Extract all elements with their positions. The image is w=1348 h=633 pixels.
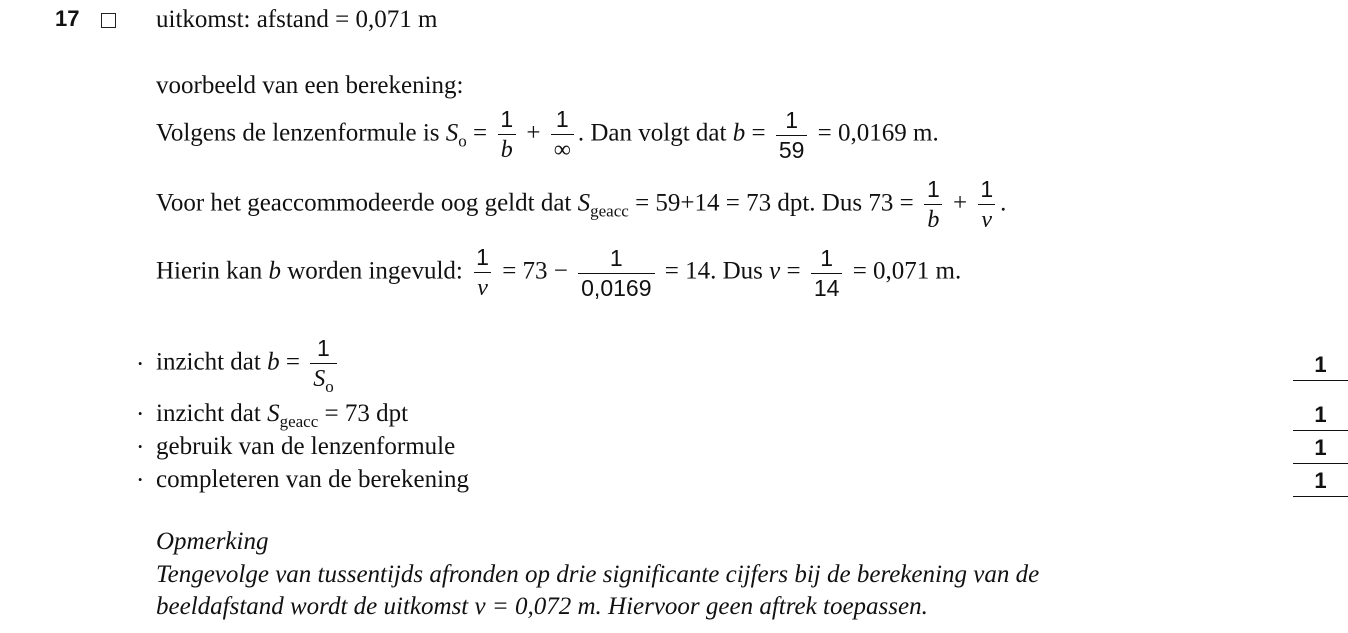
fraction xyxy=(497,108,516,162)
fraction xyxy=(811,244,843,301)
denominator: ∞ xyxy=(551,134,574,162)
checkbox[interactable] xyxy=(101,13,116,28)
denominator: b xyxy=(924,204,942,232)
numerator: 1 xyxy=(476,244,489,270)
bullet: · xyxy=(136,467,145,494)
fraction xyxy=(473,246,492,300)
score-points: 1 xyxy=(1293,402,1348,431)
text: = 59+14 = 73 dpt. Dus 73 = xyxy=(628,189,920,217)
question-number: 17 xyxy=(55,6,80,31)
text: = xyxy=(279,348,307,376)
score-points: 1 xyxy=(1293,435,1348,464)
numerator: 1 xyxy=(609,244,623,271)
bullet: · xyxy=(136,434,145,461)
subscript: geacc xyxy=(279,412,319,431)
denominator xyxy=(310,363,337,396)
denominator: 59 xyxy=(776,135,808,162)
text: = 0,0169 m. xyxy=(811,119,939,147)
symbol-b: b xyxy=(732,119,746,147)
remark-line-2: beeldafstand wordt de uitkomst v = 0,072 m. Hiervoor geen aftrek toepassen. xyxy=(156,593,928,620)
calc-line-2 xyxy=(156,178,1006,232)
subscript: geacc xyxy=(590,201,629,221)
scoring-item-3: gebruik van de lenzenformule xyxy=(156,433,456,460)
scoring-item-1 xyxy=(156,335,341,396)
scoring-item-2 xyxy=(156,400,409,431)
symbol-S: S xyxy=(445,119,459,147)
scoring-item-4: completeren van de berekening xyxy=(156,466,470,493)
fraction xyxy=(977,178,996,232)
text: Voor het geaccommodeerde oog geldt dat xyxy=(156,189,578,217)
text: Hierin kan xyxy=(156,257,269,285)
score-points: 1 xyxy=(1293,352,1348,381)
numerator: 1 xyxy=(926,176,940,202)
text: . xyxy=(1000,189,1007,217)
subscript: o xyxy=(458,131,467,151)
answer-outcome: uitkomst: afstand = 0,071 m xyxy=(156,6,438,33)
denominator: 14 xyxy=(811,273,843,300)
denominator: v xyxy=(474,272,491,300)
symbol-b: b xyxy=(268,257,281,285)
numerator: 1 xyxy=(500,106,514,132)
remark-line-1: Tengevolge van tussentijds afronden op drie significante cijfers bij de berekening van de xyxy=(156,561,1040,588)
fraction xyxy=(310,335,337,396)
text: inzicht dat xyxy=(156,400,268,427)
bullet: · xyxy=(136,401,145,428)
numerator: 1 xyxy=(820,244,834,271)
numerator: 1 xyxy=(785,106,799,133)
text: worden ingevuld: xyxy=(280,257,470,285)
symbol-b: b xyxy=(267,348,280,376)
text: = 73 dpt xyxy=(318,400,409,427)
denominator: 0,0169 xyxy=(578,273,654,300)
text: . Dan volgt dat xyxy=(577,119,733,147)
denominator: b xyxy=(498,134,516,162)
fraction xyxy=(551,108,574,162)
score-points: 1 xyxy=(1293,468,1348,497)
symbol-S: S xyxy=(577,189,591,217)
numerator: 1 xyxy=(980,176,994,202)
symbol-S: S xyxy=(267,400,280,427)
text: = xyxy=(745,119,772,147)
fraction xyxy=(924,178,943,232)
denominator: v xyxy=(978,204,995,232)
calc-line-3 xyxy=(156,246,961,300)
text: = xyxy=(466,119,494,147)
numerator: 1 xyxy=(555,106,569,132)
calc-line-1 xyxy=(156,108,939,162)
text: + xyxy=(946,189,974,217)
symbol-S: S xyxy=(313,366,326,392)
subscript: o xyxy=(325,377,334,396)
remark-heading: Opmerking xyxy=(156,528,269,555)
text: = 14. Dus xyxy=(658,257,770,285)
text: = xyxy=(780,257,807,285)
text: = 0,071 m. xyxy=(846,257,962,285)
symbol-v: v xyxy=(769,257,781,285)
text: inzicht dat xyxy=(156,348,268,376)
text: = 73 − xyxy=(495,257,575,285)
example-heading: voorbeeld van een berekening: xyxy=(156,72,464,99)
text: Volgens de lenzenformule is xyxy=(156,119,446,147)
numerator: 1 xyxy=(317,335,330,361)
fraction xyxy=(578,244,654,301)
bullet: · xyxy=(136,351,145,378)
text: + xyxy=(520,119,547,147)
fraction xyxy=(776,106,808,163)
